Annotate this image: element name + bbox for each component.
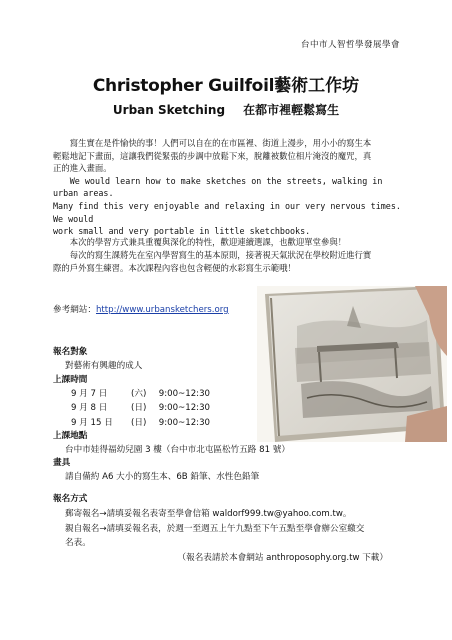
schedule-date: 9 月 15 日	[71, 417, 113, 428]
schedule-time: 9:00~12:30	[158, 389, 210, 400]
location-heading: 上課地點	[53, 431, 88, 441]
audience-value: 對藝術有興趣的成人	[65, 361, 143, 372]
page-subtitle	[0, 101, 452, 118]
materials-value: 請自備約 A6 大小的寫生本、6B 鉛筆、水性色鉛筆	[65, 472, 260, 483]
signup-mail-line: 郵寄報名→請填妥報名表寄至學會信箱 waldorf999.tw@yahoo.com.tw。	[65, 508, 352, 519]
intro-paragraph	[53, 137, 403, 238]
reference-website	[53, 303, 229, 315]
signup-inperson-line-cont: 名表。	[65, 538, 91, 549]
schedule-heading: 上課時間	[53, 375, 88, 385]
intro-line: 輕鬆地記下畫面，這讓我們從緊張的步調中放鬆下來，脫離被數位相片淹沒的魔咒，真	[53, 150, 372, 161]
schedule-time: 9:00~12:30	[158, 403, 210, 414]
audience-section	[53, 345, 142, 373]
signup-note: （報名表請於本會網站 anthroposophy.org.tw 下載）	[177, 553, 388, 564]
intro-line: Many find this very enjoyable and relaxing in our very nervous times. We would	[53, 200, 401, 224]
course-description	[53, 236, 403, 275]
location-value: 台中市娃得福幼兒園 3 樓（台中市北屯區松竹五路 81 號）	[65, 445, 290, 456]
reference-link[interactable]: http://www.urbansketchers.org	[95, 305, 229, 315]
title-english: Christopher Guilfoil	[92, 76, 275, 96]
materials-section	[53, 456, 259, 484]
intro-line: work small and very portable in little sketchbooks.	[53, 226, 311, 237]
location-section	[53, 429, 290, 457]
description-line: 本次的學習方式兼具重覆與深化的特性，歡迎連續選課，也歡迎單堂參與！	[53, 237, 347, 247]
intro-line: 寫生實在是件愉快的事！人們可以自在的在市區裡、街道上漫步，用小小的寫生本	[53, 138, 372, 148]
schedule-date: 9 月 7 日	[71, 389, 108, 400]
signup-section	[53, 492, 413, 566]
schedule-date: 9 月 8 日	[71, 403, 108, 414]
intro-line: We would learn how to make sketches on the streets, walking in urban areas.	[53, 175, 383, 199]
signup-inperson-line: 親自報名→請填妥報名表，於週一至週五上午九點至下午五點至學會辦公室繳交	[65, 523, 365, 534]
intro-line: 正的進入畫面。	[53, 163, 112, 174]
subtitle-english: Urban Sketching	[112, 103, 226, 117]
organization-name: 台中市人智哲學發展學會	[300, 40, 400, 50]
schedule-row	[53, 401, 210, 415]
page-title	[0, 71, 452, 96]
schedule-row	[53, 416, 210, 430]
schedule-day: (六)	[131, 389, 147, 400]
description-line: 際的戶外寫生練習。本次課程內容也包含輕便的水彩寫生示範哦！	[53, 263, 296, 273]
schedule-time: 9:00~12:30	[158, 417, 210, 428]
signup-heading: 報名方式	[53, 494, 88, 504]
title-chinese: 藝術工作坊	[274, 76, 360, 96]
schedule-section	[53, 373, 210, 430]
schedule-day: (日)	[131, 417, 147, 428]
audience-heading: 報名對象	[53, 347, 88, 357]
schedule-day: (日)	[131, 403, 147, 414]
subtitle-chinese: 在都市裡輕鬆寫生	[243, 103, 340, 117]
reference-label: 參考網站：	[53, 305, 96, 315]
schedule-row	[53, 387, 210, 401]
description-line: 每次的寫生課將先在室內學習寫生的基本原則，接著視天氣狀況在學校附近進行實	[53, 250, 372, 260]
sketchbook-photo	[257, 286, 447, 442]
materials-heading: 畫具	[53, 458, 71, 468]
